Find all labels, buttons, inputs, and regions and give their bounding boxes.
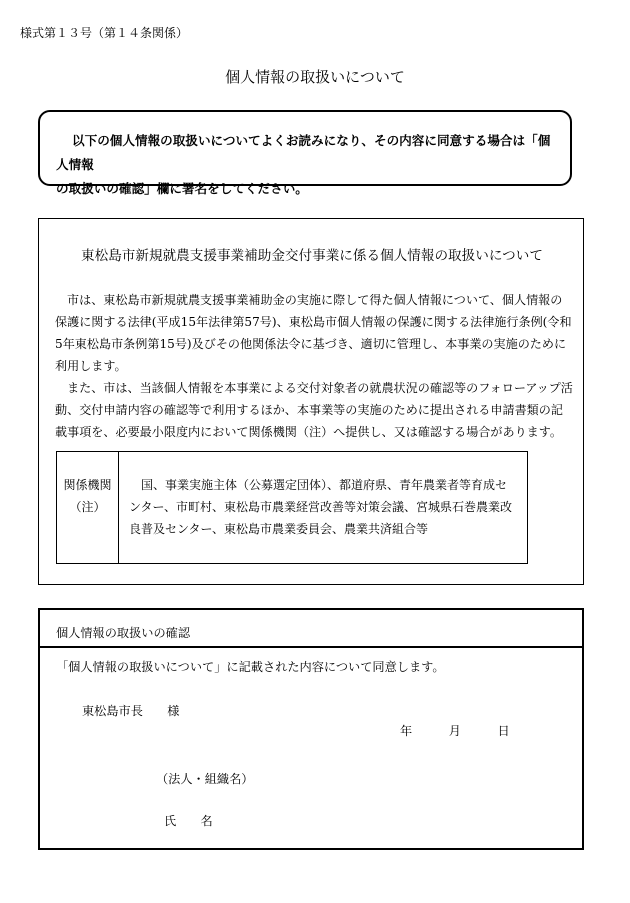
signature-name-field[interactable]: 氏 名 xyxy=(164,814,213,828)
agency-value-text: 国、事業実施主体（公募選定団体）、都道府県、青年農業者等育成センター、市町村、東松島市農業経営改善等対策会議、宮城県石巻農業改良普及センター、東松島市農業委員会、農業共済組合等 xyxy=(129,478,513,536)
agency-label-cell xyxy=(57,452,119,563)
info-box xyxy=(38,218,584,585)
paragraph-1 xyxy=(55,289,573,377)
notice-text xyxy=(56,129,554,201)
document-title: 個人情報の取扱いについて xyxy=(225,68,405,86)
notice-line-2: の取扱いの確認」欄に署名をしてください。 xyxy=(56,181,308,196)
agency-value-cell xyxy=(119,452,527,563)
notice-box xyxy=(38,110,572,196)
agency-table xyxy=(56,451,528,564)
agency-label-line-1: 関係機関 xyxy=(63,478,112,492)
confirmation-header: 個人情報の取扱いの確認 xyxy=(40,610,582,648)
addressee: 東松島市長 様 xyxy=(82,704,180,718)
date-field[interactable]: 年 月 日 xyxy=(400,724,510,738)
consent-text: 「個人情報の取扱いについて」に記載された内容について同意します。 xyxy=(56,660,445,674)
confirmation-box xyxy=(38,608,584,850)
agency-label-line-2: （注） xyxy=(69,500,106,514)
paragraph-2 xyxy=(55,377,573,443)
notice-line-1: 以下の個人情報の取扱いについてよくお読みになり、その内容に同意する場合は「個人情報 xyxy=(56,133,551,172)
paragraph-1-text: 市は、東松島市新規就農支援事業補助金の実施に際して得た個人情報について、個人情報の保護に関する法律(平成15年法律第57号)、東松島市個人情報の保護に関する法律施行条例(令和5年東松島市条例第15号)及びその他関係法令に基づき、適切に管理し、本事業の実施のために利用します。 xyxy=(55,293,572,373)
section-title: 東松島市新規就農支援事業補助金交付事業に係る個人情報の取扱いについて xyxy=(81,248,543,264)
paragraph-2-text: また、市は、当該個人情報を本事業による交付対象者の就農状況の確認等のフォローアップ活動、交付申請内容の確認等で利用するほか、本事業等の実施のために提出される申請書類の記載事項を、必要最小限度内において関係機関（注）へ提供し、又は確認する場合があります。 xyxy=(55,381,573,439)
form-number: 様式第１３号（第１４条関係） xyxy=(20,26,189,40)
organization-name-field[interactable]: （法人・組織名） xyxy=(156,772,254,786)
